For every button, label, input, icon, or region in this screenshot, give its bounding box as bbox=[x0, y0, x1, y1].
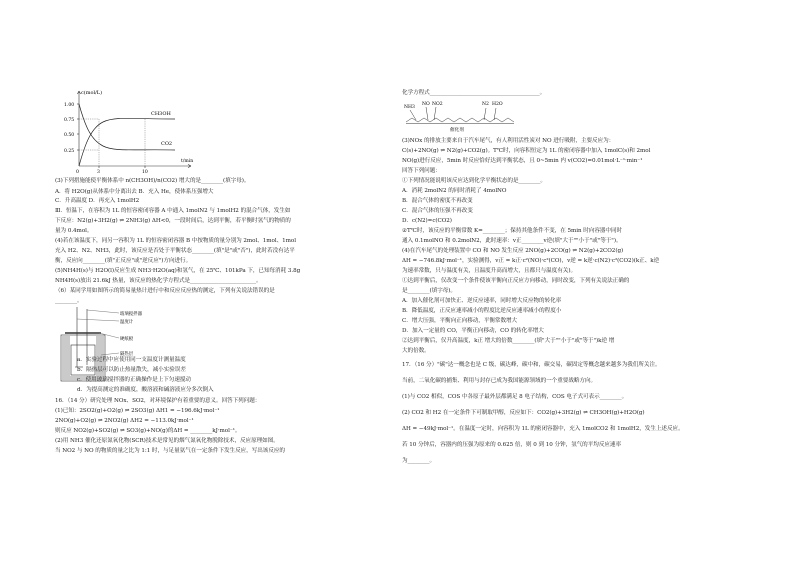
n2-label: N2 bbox=[482, 102, 489, 107]
q6-line2: ________。 bbox=[55, 298, 83, 304]
y-tick-1: 1.00 bbox=[64, 103, 75, 108]
q16-4-opt-b: B．降低温度，正反应速率减小的程度比逆反应速率减小的程度小 bbox=[402, 308, 562, 314]
co2-label: CO2 bbox=[161, 141, 173, 147]
q3-prompt: (3)下列措施能使平衡体系中 n(CH3OH)/n(CO2) 增大的是________(填字母)。 bbox=[55, 178, 250, 184]
q16-4-line2: ΔH = −746.8kJ·mol⁻¹，实验测得，v正 = k正·c²(NO)·c²(CO)，v逆 = k逆·c(N2)·c²(CO2)(k正、k逆 bbox=[402, 258, 660, 264]
catalyst-label: 催化剂 bbox=[450, 128, 464, 133]
q16-eq1: (1)已知：2SO2(g)+O2(g) ⇌ 2SO3(g) ΔH1 = −196.6kJ·mol⁻¹ bbox=[55, 408, 220, 414]
q16-3-sub2-line1: ②T℃时，该反应的平衡常数 K=________；保持其他条件不变，在 5min 时向容器中同时 bbox=[402, 228, 623, 234]
y-axis-label: c(mol/L) bbox=[81, 90, 103, 96]
q17-2-line4: 为________。 bbox=[402, 458, 436, 464]
q5-line2: NH4H(s)放出 21.6kJ 热量，该反应的热化学方程式是________________________。 bbox=[55, 278, 262, 284]
q16-4-sub1-line2: 是________(填字母)。 bbox=[402, 288, 456, 294]
q5-line1: (5)NH4H(s)与 H2O(l)反应生成 NH3·H2O(aq)和氢气，在 25℃、101kPa 下，已知每消耗 3.8g bbox=[55, 268, 301, 274]
q16-4-opt-c: C．增大压强，平衡向正向移动，平衡常数增大 bbox=[402, 318, 518, 324]
q16-2-line1: (2)用 NH3 催化还原氮氧化物(SCR)技术是常见的烟气氮氧化物脱除技术，反应原理如图。 bbox=[55, 438, 279, 444]
section-3-line2: 下反应：N2(g)+3H2(g) ⇌ 2NH3(g) ΔH<0，一段时间后，达到平衡，若平衡时氢气的物质的 bbox=[55, 218, 291, 224]
q17-1: (1)与 CO2 相似，COS 中各原子最外层都满足 8 电子结构，COS 电子式可表示________。 bbox=[402, 394, 628, 400]
q17-intro: 当前，二氧化碳的捕集、利用与封存已成为我国能源领域的一个重要战略方向。 bbox=[402, 378, 597, 384]
q17-2-line3: 若 10 分钟后，容器内的压强为原来的 0.625 倍，则 0 到 10 分钟，氢气的平均反应速率 bbox=[402, 442, 621, 448]
q17-2-line2: ΔH = −49kJ·mol⁻¹。在温度一定时，向容积为 1L 的密闭容器中，充入 1molCO2 和 1molH2，发生上述反应。 bbox=[402, 426, 684, 432]
nh3-label: NH3 bbox=[404, 105, 415, 110]
insulation-label: 隔热层 bbox=[120, 352, 134, 357]
q16-1-answer: 则反应 NO2(g)+SO2(g) ⇌ SO3(g)+NO(g)的ΔH = ________kJ·mol⁻¹。 bbox=[55, 428, 241, 434]
q17-heading: 17．（16 分）"碳"达一概念也是 C 级，碳达峰，碳中和，碳交易，碳固定等概念越来越多为我们所关注。 bbox=[402, 362, 661, 368]
ch3oh-label: CH3OH bbox=[151, 111, 171, 117]
q16-heading: 16．（14 分）研究处理 NOx、SO2，对环境保护有着重要的意义。回答下列问题： bbox=[55, 398, 261, 404]
q16-3-opt-c: C．混合气体的压强不再改变 bbox=[402, 208, 473, 214]
q16-3-opt-a: A．消耗 2molN2 的同时消耗了 4molNO bbox=[402, 188, 507, 194]
x-axis-label: t/min bbox=[181, 159, 194, 164]
q6-line1: （6）某同学用如图所示的简易量热计进行中和反应反应热的测定，下列有关说法错误的是 bbox=[55, 288, 275, 294]
q16-3-line2: C(s)+2NO(g) ⇌ N2(g)+CO2(g)。T℃时，向容积恒定为 1L 的密闭容器中加入 1molC(s)和 2mol bbox=[402, 148, 651, 154]
q16-3-sub2-line2: 通入 0.1molNO 和 0.2molN2，此时速率：v正________v逆(填"大于""小于"或"等于")。 bbox=[402, 238, 622, 244]
x-tick-2: 3 bbox=[97, 170, 100, 174]
q16-4-line1: (4)在汽车尾气的处理装置中 CO 和 NO 发生反应 2NO(g)+2CO(g) ⇌ N2(g)+2CO2(g) bbox=[402, 248, 624, 254]
q17-2-line1: (2) CO2 和 H2 在一定条件下可制取甲醇，反应如下：CO2(g)+3H2(g) ⇌ CH3OH(g)+H2O(g) bbox=[402, 410, 645, 416]
q16-4-opt-d: D．加入一定量的 CO，平衡正向移动，CO 的转化率增大 bbox=[402, 328, 544, 334]
thermometer-label: 温度计 bbox=[120, 320, 134, 325]
q16-4-opt-a: A．加入催化剂可加快正、逆反应速率，同时增大反应物的转化率 bbox=[402, 298, 562, 304]
y-tick-4: 0.25 bbox=[64, 149, 75, 154]
no2-label: NO2 bbox=[432, 102, 443, 107]
no-label: NO bbox=[422, 102, 430, 107]
q16-4-sub2-line1: ②达到平衡后，仅升高温度，k正 增大的倍数________(填"大于""小于"或"等于")k逆 增 bbox=[402, 338, 615, 344]
q6-option-b: b．隔热层可以防止热量散失，减小实验误差 bbox=[77, 367, 186, 373]
x-tick-3: 10 bbox=[142, 170, 148, 174]
q16-2-equation-blank: 化学方程式________________________________________。 bbox=[402, 90, 546, 96]
q16-eq2: 2NO(g)+O2(g) ⇌ 2NO2(g) ΔH2 = −113.0kJ·mol⁻¹ bbox=[55, 418, 194, 424]
q4-line2: 充入 H2、N2、NH3，此时，该反应是否处于平衡状态________(填"是"或"否")，此时若没有达平 bbox=[55, 248, 295, 254]
q16-4-line3: 为速率常数，只与温度有关，且温度升高而增大，且都只与温度有关)。 bbox=[402, 268, 576, 274]
q4-line3: 衡，反应向________(填"正反应"或"逆反应")方向进行。 bbox=[55, 258, 192, 264]
q16-4-sub2-line2: 大的倍数。 bbox=[402, 348, 430, 354]
q16-4-sub1-line1: ①达到平衡后，仅改变一个条件使该平衡向正反应方向移动，同时改变，下列有关说法正确的 bbox=[402, 278, 630, 284]
h2o-label: H2O bbox=[492, 102, 503, 107]
q16-3-opt-d: D．c(N2)=c(CO2) bbox=[402, 218, 452, 224]
y-tick-2: 0.75 bbox=[64, 118, 75, 123]
q16-3-line1: (3)NOx 的排放主要来自于汽车尾气，有人利用活性炭对 NO 进行吸附，主要反应为： bbox=[402, 138, 615, 144]
q16-3-opt-b: B．混合气体的密度不再改变 bbox=[402, 198, 473, 204]
section-3-line3: 量为 0.4mol。 bbox=[55, 228, 93, 234]
q6-option-c: c．使用玻璃搅拌器的正确操作是上下匀速搅动 bbox=[77, 377, 191, 383]
section-3-line1: Ⅲ．恒温下，在容积为 1L 的恒容密闭容器 A 中通入 1molN2 与 1molH2 的混合气体，发生如 bbox=[55, 208, 291, 214]
stirrer-label: 玻璃搅拌器 bbox=[120, 312, 142, 317]
q3-options-ab: A．将 H2O(g)从体系中分离出去 B．充入 He，使体系压强增大 bbox=[55, 189, 214, 195]
cardboard-label: 硬纸板 bbox=[120, 337, 134, 342]
x-tick-1: 0 bbox=[76, 170, 79, 174]
q6-option-d: d．为提高测定的准确度，酸溶液和碱溶液应分多次倒入 bbox=[77, 387, 214, 393]
q16-3-sub1: ①下列情况能说明该反应达到化学平衡状态的是________。 bbox=[402, 178, 546, 184]
q16-2-line2: 当 NO2 与 NO 的物质的量之比为 1:1 时，与足量氨气在一定条件下发生反应，写出该反应的 bbox=[55, 448, 285, 454]
concentration-time-graph bbox=[63, 86, 203, 174]
q6-option-a: a．实验过程中应使用同一支温度计测量温度 bbox=[77, 357, 186, 363]
q16-3-line3: NO(g)进行反应，5min 时反应恰好达到平衡状态，且 0~5min 内 v(CO2)=0.01mol·L⁻¹·min⁻¹ bbox=[402, 158, 643, 164]
q16-3-line4: 回答下列问题： bbox=[402, 168, 441, 174]
q3-options-cd: C．升高温度 D．再充入 1molH2 bbox=[55, 198, 140, 204]
scr-catalyst-diagram bbox=[402, 98, 532, 138]
q4-line1: (4)若在该温度下，同另一容积为 1L 的恒容密闭容器 B 中按物质的量分别为 2mol、1mol、1mol bbox=[55, 238, 296, 244]
y-tick-3: 0.50 bbox=[64, 133, 75, 138]
